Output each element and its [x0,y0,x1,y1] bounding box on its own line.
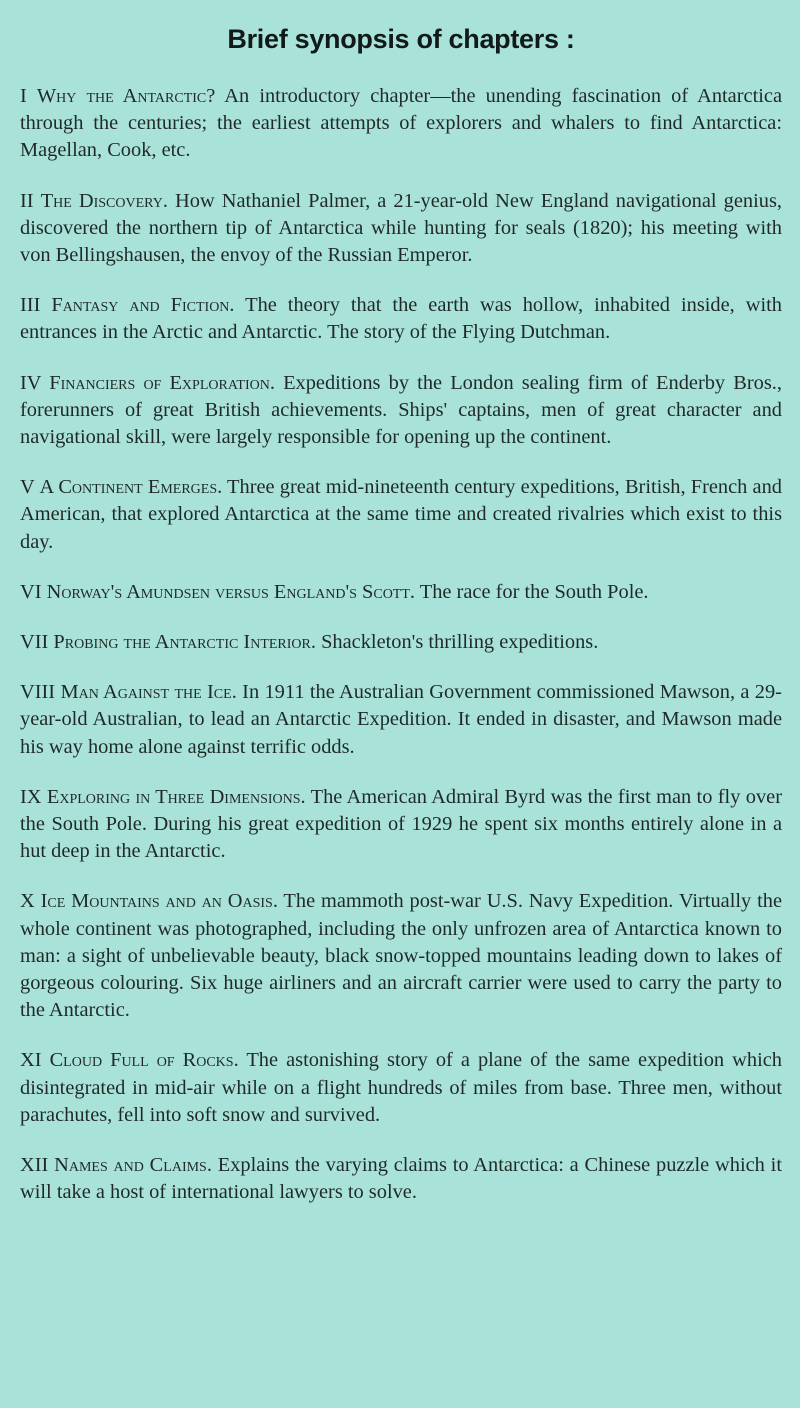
chapter-5 [20,474,782,556]
chapter-numeral: IV [20,371,42,394]
chapter-description: The mammoth post-war U.S. Navy Expedition. Virtually the whole continent was photographed, including the only unfrozen area of Antarctica known to man: a sight of unbelievable beauty, black snow-topped mountains leading down to lakes of gorgeous colouring. Six huge airliners and an aircraft carrier were used to carry the party to the Antarctic. [20,890,783,1022]
chapter-2 [20,188,782,270]
chapter-title: Financiers of Exploration. [49,371,275,394]
chapter-numeral: V [20,476,35,499]
chapter-description: Explains the varying claims to Antarctica: a Chinese puzzle which it will take a host of international lawyers to solve. [20,1154,782,1204]
chapter-9 [20,784,782,866]
chapter-description: The American Admiral Byrd was the first man to fly over the South Pole. During his great expedition of 1929 he spent six months entirely alone in a hut deep in the Antarctic. [20,785,782,863]
chapter-description: In 1911 the Australian Government commissioned Mawson, a 29-year-old Australian, to lead an Antarctic Expedition. It ended in disaster, and Mawson made his way home alone against terrific odds. [20,681,782,758]
chapter-numeral: VII [20,631,49,654]
chapter-title: Fantasy and Fiction. [51,294,235,317]
page-title: Brief synopsis of chapters : [227,24,575,54]
chapter-7 [20,629,782,656]
chapter-description: The race for the South Pole. [419,580,649,603]
chapter-numeral: VI [20,580,42,603]
chapter-11 [20,1047,782,1129]
chapter-numeral: XII [20,1154,49,1177]
chapter-numeral: X [20,890,35,913]
chapter-title: Ice Mountains and an Oasis. [40,890,278,913]
chapter-numeral: IX [20,785,42,808]
chapter-description: Shackleton's thrilling expeditions. [321,631,599,654]
chapter-numeral: XI [20,1049,42,1072]
chapter-description: Three great mid-nineteenth century expeditions, British, French and American, that explored Antarctica at the same time and created rivalries which exist to this day. [20,476,782,553]
chapter-numeral: I [20,85,27,107]
chapter-title: Man Against the Ice. [60,681,237,704]
chapter-description: An introductory chapter—the unending fascination of Antarctica through the centuries; the earliest attempts of explorers and whalers to find Antarctica: Magellan, Cook, etc. [20,85,783,162]
chapter-6 [20,579,782,606]
chapter-3 [20,292,782,346]
chapter-10 [20,888,782,1024]
chapter-title: Exploring in Three Dimensions. [46,785,306,808]
chapter-numeral: III [20,294,41,317]
chapter-numeral: VIII [20,681,56,704]
chapter-12 [20,1152,782,1206]
chapter-title: Probing the Antarctic Interior. [53,631,316,654]
chapter-4 [20,370,782,452]
chapter-numeral: II [20,189,34,212]
chapter-description: The astonishing story of a plane of the same expedition which disintegrated in mid-air while on a flight hundreds of miles from base. Three men, without parachutes, fell into soft snow and survived. [20,1049,782,1126]
chapter-title: Cloud Full of Rocks. [49,1049,239,1072]
chapter-8 [20,679,782,761]
chapter-description: The theory that the earth was hollow, inhabited inside, with entrances in the Arctic and Antarctic. The story of the Flying Dutchman. [20,294,782,344]
chapter-description: Expeditions by the London sealing firm of Enderby Bros., forerunners of great British achievements. Ships' captains, men of great character and navigational skill, were largely responsible for opening up the continent. [20,371,782,449]
chapter-title: The Discovery. [40,189,168,212]
chapter-description: How Nathaniel Palmer, a 21-year-old New England navigational genius, discovered the northern tip of Antarctica while hunting for seals (1820); his meeting with von Bellingshausen, the envoy of the Russian Emperor. [20,189,782,267]
chapter-title: Names and Claims. [54,1154,212,1177]
chapter-title: Why the Antarctic? [36,85,216,107]
chapter-1 [20,83,782,165]
chapter-title: A Continent Emerges. [39,476,223,499]
chapter-title: Norway's Amundsen versus England's Scott. [46,580,416,603]
